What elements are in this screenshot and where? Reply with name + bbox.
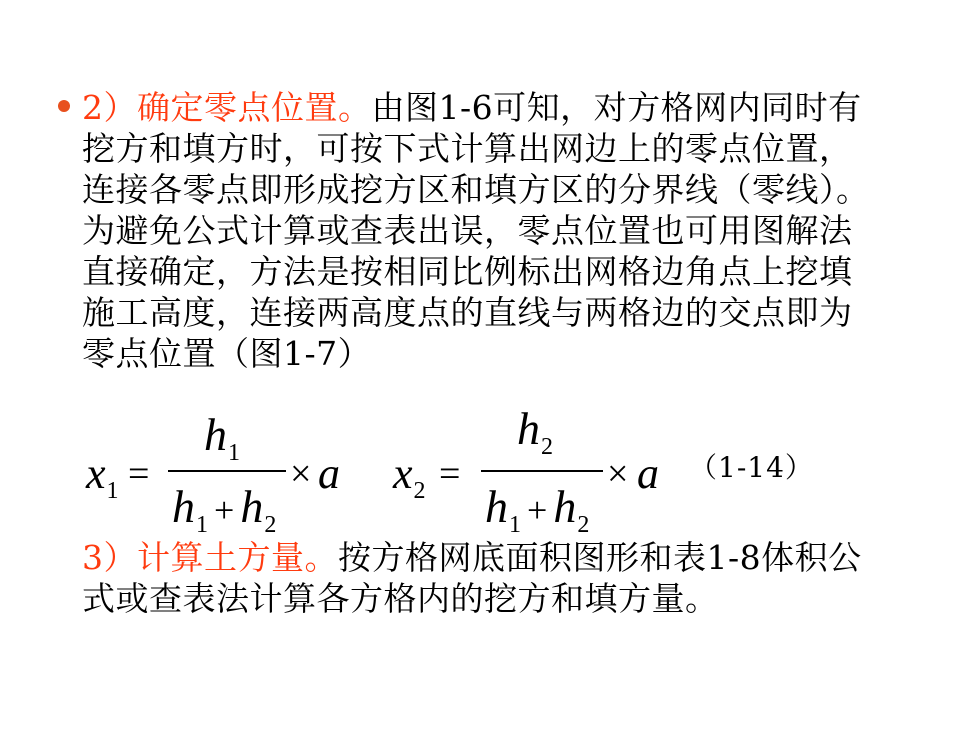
step2-body: 由图1-6可知，对方格网内同时有挖方和填方时，可按下式计算出网边上的零点位置，连接各零点即形成挖方区和填方区的分界线（零线）。为避免公式计算或查表出误，零点位置也可用图解法直接确定，方法是按相同比例标出网格边角点上挖填施工高度，连接两高度点的直线与两格边的交点即为零点位置（图1-7） <box>82 88 870 373</box>
eq1-denominator: $h_1 + h_2$ <box>172 481 277 538</box>
eq2-lhs: $x_2$ <box>393 449 426 504</box>
step3-body: 按方格网底面积图形和表1-8体积公式或查表法计算各方格内的挖方和填方量。 <box>82 538 862 618</box>
eq1-equals: = <box>128 453 150 495</box>
step2-heading: 2）确定零点位置。 <box>82 88 372 127</box>
eq1-times: × <box>290 453 312 495</box>
eq2-equals: = <box>439 453 461 495</box>
step2-paragraph <box>82 87 882 374</box>
eq1-numerator: $h_1$ <box>204 409 240 466</box>
step3-heading: 3）计算土方量。 <box>82 538 338 577</box>
equation-2 <box>393 403 673 542</box>
eq2-numerator: $h_2$ <box>517 403 553 460</box>
eq1-lhs: $x_1$ <box>86 449 119 504</box>
equation-number: （1-14） <box>689 451 814 484</box>
eq1-factor: a <box>318 449 340 498</box>
equation-1 <box>86 409 356 542</box>
eq2-fraction-bar <box>481 470 603 472</box>
eq1-fraction-bar <box>168 470 286 472</box>
eq2-denominator: $h_1 + h_2$ <box>485 481 590 538</box>
bullet-dot <box>58 100 70 112</box>
formula-block <box>86 403 906 542</box>
step3-paragraph <box>82 537 882 619</box>
eq2-times: × <box>607 453 629 495</box>
eq2-factor: a <box>637 449 659 498</box>
